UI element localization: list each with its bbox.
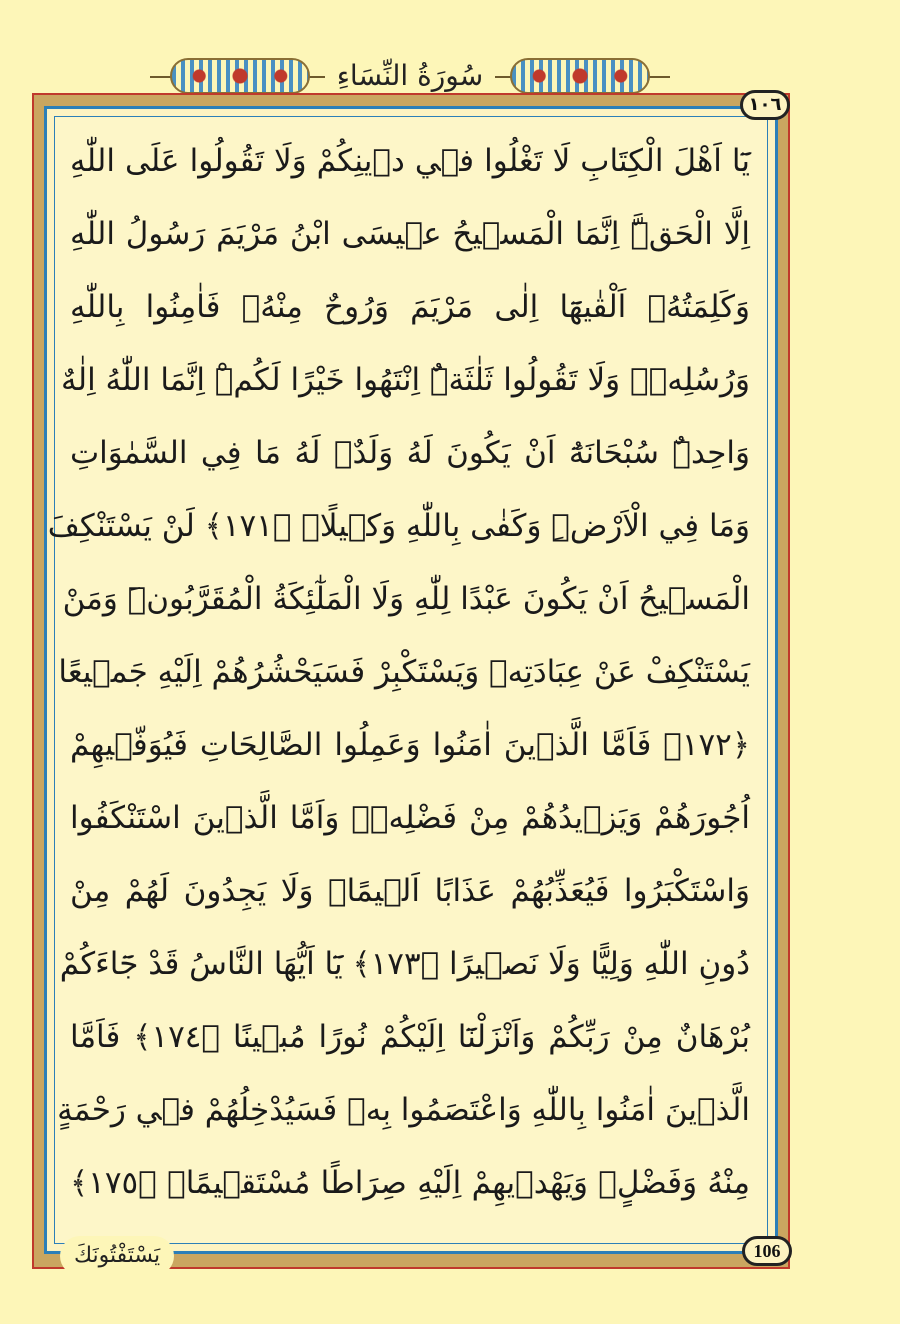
ornament-left-icon [170, 58, 310, 94]
text-line: بُرْهَانٌ مِنْ رَبِّكُمْ وَاَنْزَلْنَٓا اِلَيْكُمْ نُورًا مُب۪ينًا ﴿١٧٤﴾ فَاَمَّا [70, 1019, 750, 1055]
text-line: مِنْهُ وَفَضْلٍۙ وَيَهْد۪يهِمْ اِلَيْهِ صِرَاطًا مُسْتَق۪يمًاۜ ﴿١٧٥﴾ [70, 1165, 750, 1201]
text-line: وَاسْتَكْبَرُوا فَيُعَذِّبُهُمْ عَذَابًا اَل۪يمًاۙ وَلَا يَجِدُونَ لَهُمْ مِنْ [70, 873, 750, 909]
page-number-arabic: ١٠٦ [740, 90, 790, 120]
text-line: وَمَا فِي الْاَرْضِۜ وَكَفٰى بِاللّٰهِ وَك۪يلًاࣖ ﴿١٧١﴾ لَنْ يَسْتَنْكِفَ [47, 508, 750, 544]
verse-text-area [47, 128, 750, 1228]
text-line: الَّذ۪ينَ اٰمَنُوا بِاللّٰهِ وَاعْتَصَمُوا بِه۪ فَسَيُدْخِلُهُمْ ف۪ي رَحْمَةٍ [57, 1092, 750, 1128]
text-line: اُجُورَهُمْ وَيَز۪يدُهُمْ مِنْ فَضْلِه۪ۚ وَاَمَّا الَّذ۪ينَ اسْتَنْكَفُوا [70, 800, 750, 836]
ornament-right-icon [510, 58, 650, 94]
surah-title: سُورَةُ النِّسَاءِ [325, 54, 495, 98]
text-line: الْمَس۪يحُ اَنْ يَكُونَ عَبْدًا لِلّٰهِ وَلَا الْمَلٰٓئِكَةُ الْمُقَرَّبُونَۜ وَمَنْ [62, 581, 750, 617]
text-line: وَاحِدٌۜ سُبْحَانَهُٓ اَنْ يَكُونَ لَهُ وَلَدٌۢ لَهُ مَا فِي السَّمٰوَاتِ [70, 435, 750, 471]
text-line: يَسْتَنْكِفْ عَنْ عِبَادَتِه۪ وَيَسْتَكْبِرْ فَسَيَحْشُرُهُمْ اِلَيْهِ جَم۪يعًا [58, 654, 750, 690]
catchword: يَسْتَفْتُونَكَ [60, 1236, 174, 1276]
page-number: 106 [742, 1236, 792, 1266]
text-line: وَكَلِمَتُهُۚ اَلْقٰيهَٓا اِلٰى مَرْيَمَ وَرُوحٌ مِنْهُۘ فَاٰمِنُوا بِاللّٰهِ [70, 289, 750, 325]
text-line: وَرُسُلِه۪ۜ وَلَا تَقُولُوا ثَلٰثَةٌۜ اِنْتَهُوا خَيْرًا لَكُمْۜ اِنَّمَا اللّٰهُ اِلٰهٌ [61, 362, 750, 398]
text-line: ﴿١٧٢﴾ فَاَمَّا الَّذ۪ينَ اٰمَنُوا وَعَمِلُوا الصَّالِحَاتِ فَيُوَفّ۪يهِمْ [70, 727, 750, 763]
text-line: يَٓا اَهْلَ الْكِتَابِ لَا تَغْلُوا ف۪ي د۪ينِكُمْ وَلَا تَقُولُوا عَلَى اللّٰهِ [70, 143, 750, 179]
text-line: اِلَّا الْحَقَّۜ اِنَّمَا الْمَس۪يحُ ع۪يسَى ابْنُ مَرْيَمَ رَسُولُ اللّٰهِ [70, 216, 750, 252]
text-line: دُونِ اللّٰهِ وَلِيًّا وَلَا نَص۪يرًا ﴿١٧٣﴾ يَٓا اَيُّهَا النَّاسُ قَدْ جَٓاءَكُمْ [59, 946, 750, 982]
